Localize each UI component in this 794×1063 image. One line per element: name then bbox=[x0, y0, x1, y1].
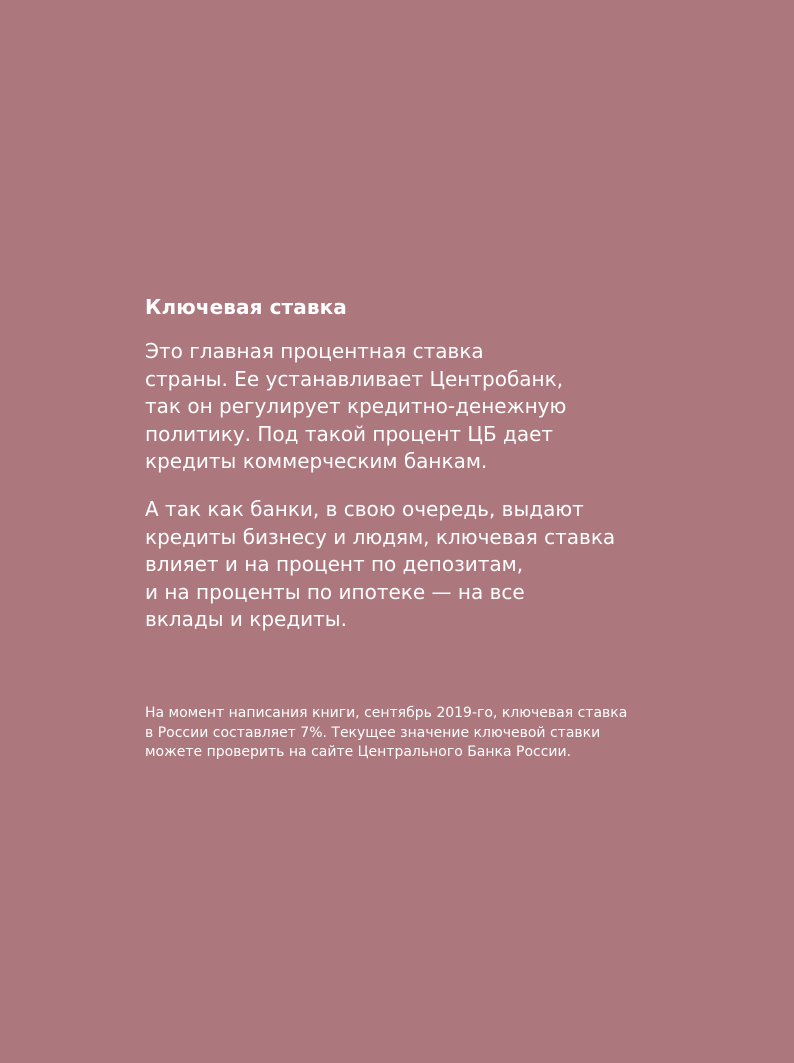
text-line: влияет и на процент по депозитам, bbox=[145, 552, 524, 577]
text-line: кредиты коммерческим банкам. bbox=[145, 449, 488, 474]
main-content bbox=[145, 292, 725, 654]
text-line: кредиты бизнесу и людям, ключевая ставка bbox=[145, 524, 616, 549]
paragraph-2 bbox=[145, 496, 725, 634]
text-line: и на проценты по ипотеке — на все bbox=[145, 579, 525, 604]
text-line: А так как банки, в свою очередь, выдают bbox=[145, 496, 584, 521]
text-line: вклады и кредиты. bbox=[145, 607, 347, 632]
paragraph-1 bbox=[145, 338, 725, 476]
footnote-line: На момент написания книги, сентябрь 2019-го, ключевая ставка bbox=[145, 705, 628, 721]
footnote bbox=[145, 704, 745, 763]
text-line: так он регулирует кредитно-денежную bbox=[145, 394, 567, 419]
footnote-line: можете проверить на сайте Центрального Банка России. bbox=[145, 744, 572, 760]
text-line: Это главная процентная ставка bbox=[145, 339, 484, 363]
text-line: политику. Под такой процент ЦБ дает bbox=[145, 421, 554, 446]
text-line: страны. Ее устанавливает Центробанк, bbox=[145, 366, 564, 391]
section-heading: Ключевая ставка bbox=[145, 295, 347, 319]
footnote-line: в России составляет 7%. Текущее значение ключевой ставки bbox=[145, 724, 601, 741]
